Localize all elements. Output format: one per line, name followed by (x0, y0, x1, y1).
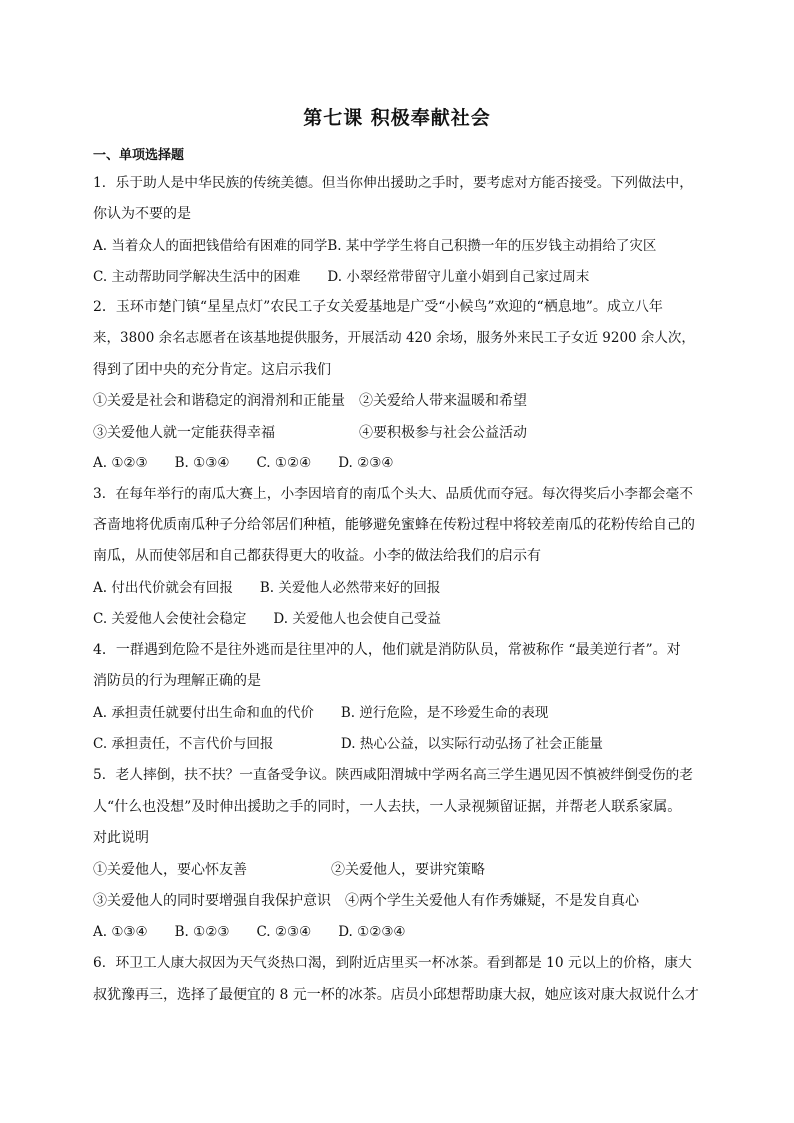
question-4-line-2: 消防员的行为理解正确的是 (93, 673, 261, 689)
question-2-line-3: 得到了团中央的充分肯定。这启示我们 (93, 362, 331, 378)
question-5-options: A. ①③④ B. ①②③ C. ②③④ D. ①②③④ (93, 924, 406, 940)
question-2-line-2: 来，3800 余名志愿者在该基地提供服务，开展活动 420 余场，服务外来民工子女近 9200 余人次， (93, 330, 695, 346)
question-6-line-2: 叔犹豫再三，选择了最便宜的 8 元一杯的冰茶。店员小邱想帮助康大叔，她应该对康大叔说什么才 (93, 987, 699, 1003)
question-5-line-1: 5．老人摔倒，扶不扶？一直备受争议。陕西咸阳渭城中学两名高三学生遇见因不慎被绊倒受伤的老 (93, 767, 694, 783)
question-2-statements-12: ①关爱是社会和谐稳定的润滑剂和正能量 ②关爱给人带来温暖和希望 (93, 393, 527, 409)
question-3-line-2: 吝啬地将优质南瓜种子分给邻居们种植，能够避免蜜蜂在传粉过程中将较差南瓜的花粉传给自己的 (93, 517, 695, 533)
question-3-line-3: 南瓜，从而使邻居和自己都获得更大的收益。小李的做法给我们的启示有 (93, 548, 541, 564)
question-1-options-cd: C. 主动帮助同学解决生活中的困难 D. 小翠经常带留守儿童小娟到自己家过周末 (93, 269, 590, 285)
question-2-options: A. ①②③ B. ①③④ C. ①②④ D. ②③④ (93, 455, 394, 471)
section-heading: 一、单项选择题 (93, 148, 185, 163)
question-2-statements-34: ③关爱他人就一定能获得幸福 ④要积极参与社会公益活动 (93, 425, 527, 441)
question-3-line-1: 3．在每年举行的南瓜大赛上，小李因培育的南瓜个头大、品质优而夺冠。每次得奖后小李都会毫不 (93, 486, 694, 502)
question-5-statements-12: ①关爱他人，要心怀友善 ②关爱他人，要讲究策略 (93, 862, 485, 878)
question-3-options-ab: A. 付出代价就会有回报 B. 关爱他人必然带来好的回报 (93, 580, 441, 596)
question-4-line-1: 4．一群遇到危险不是往外逃而是往里冲的人，他们就是消防队员，常被称作 “最美逆行者”。对 (93, 642, 681, 658)
question-5-line-3: 对此说明 (93, 830, 149, 846)
question-4-options-ab: A. 承担责任就要付出生命和血的代价 B. 逆行危险，是不珍爱生命的表现 (93, 705, 549, 721)
page-title: 第七课 积极奉献社会 (303, 107, 491, 129)
question-2-line-1: 2．玉环市楚门镇“星星点灯”农民工子女关爱基地是广受“小候鸟”欢迎的“栖息地”。成立八年 (93, 299, 663, 315)
question-1-options-ab: A. 当着众人的面把钱借给有困难的同学B. 某中学学生将自己积攒一年的压岁钱主动捐给了灾区 (93, 238, 657, 254)
question-6-line-1: 6．环卫工人康大叔因为天气炎热口渴，到附近店里买一杯冰茶。看到都是 10 元以上的价格，康大 (93, 955, 692, 971)
question-4-options-cd: C. 承担责任，不言代价与回报 D. 热心公益，以实际行动弘扬了社会正能量 (93, 736, 603, 752)
question-1-line-1: 1．乐于助人是中华民族的传统美德。但当你伸出援助之手时，要考虑对方能否接受。下列做法中， (93, 175, 694, 191)
question-1-line-2: 你认为不要的是 (93, 206, 191, 222)
question-5-statements-34: ③关爱他人的同时要增强自我保护意识 ④两个学生关爱他人有作秀嫌疑，不是发自真心 (93, 893, 639, 909)
question-5-line-2: 人“什么也没想”及时伸出援助之手的同时，一人去扶，一人录视频留证据，并帮老人联系家属。 (93, 799, 682, 815)
question-3-options-cd: C. 关爱他人会使社会稳定 D. 关爱他人也会使自己受益 (93, 611, 441, 627)
